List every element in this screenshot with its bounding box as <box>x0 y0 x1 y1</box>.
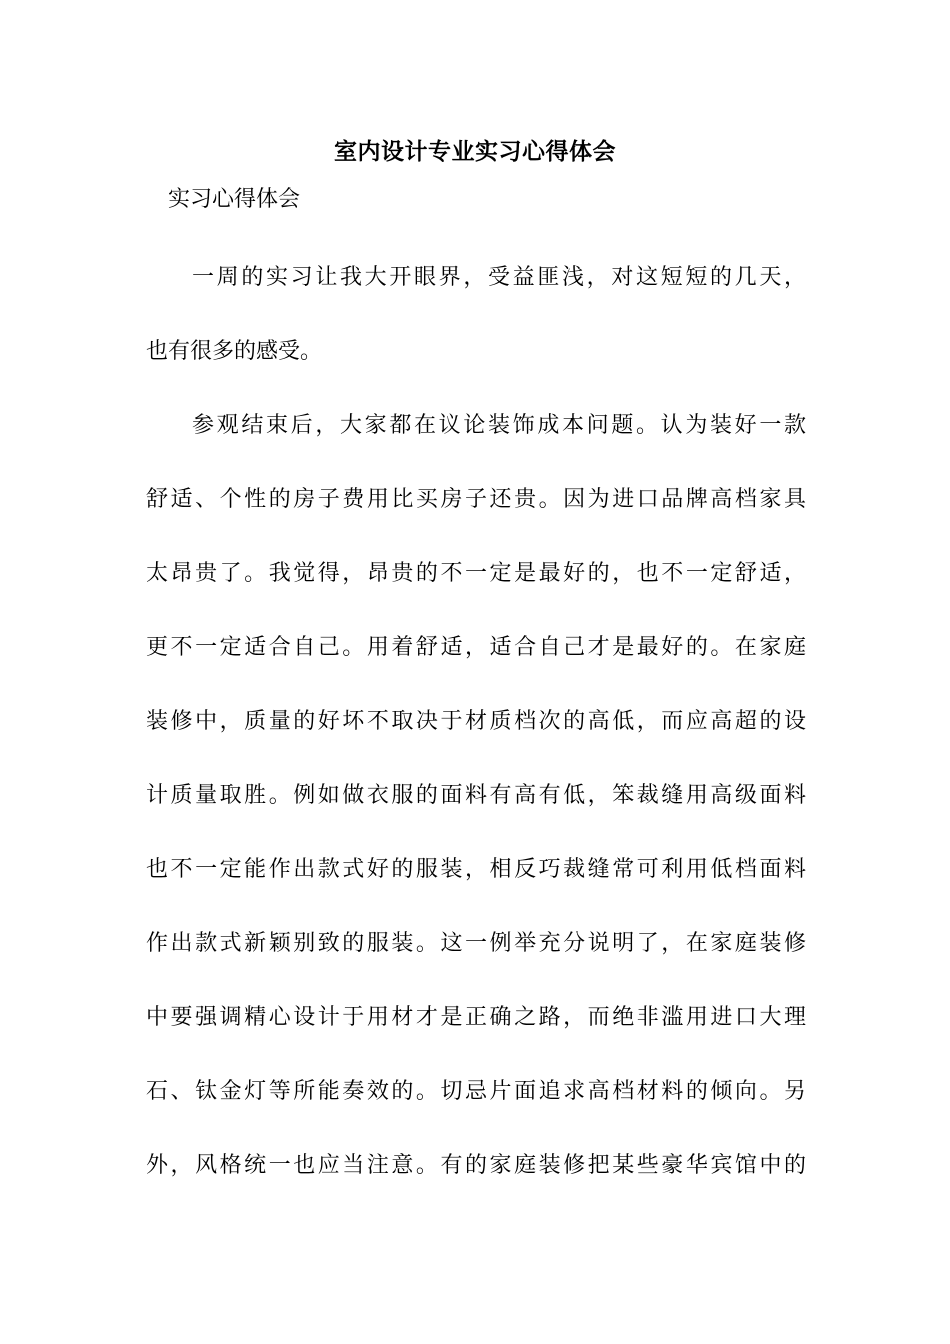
document-subtitle: 实习心得体会 <box>168 187 301 212</box>
paragraph-line: 外，风格统一也应当注意。有的家庭装修把某些豪华宾馆中的 <box>146 1153 806 1178</box>
paragraph-line: 也有很多的感受。 <box>146 339 323 364</box>
paragraph-line: 作出款式新颖别致的服装。这一例举充分说明了，在家庭装修 <box>146 931 806 956</box>
paragraph-line: 更不一定适合自己。用着舒适，适合自己才是最好的。在家庭 <box>146 635 806 660</box>
document-title: 室内设计专业实习心得体会 <box>334 138 616 165</box>
paragraph-line: 计质量取胜。例如做衣服的面料有高有低，笨裁缝用高级面料 <box>146 783 806 808</box>
paragraph-line: 参观结束后，大家都在议论装饰成本问题。认为装好一款 <box>192 413 806 438</box>
paragraph-line: 中要强调精心设计于用材才是正确之路，而绝非滥用进口大理 <box>146 1005 806 1030</box>
paragraph-line: 装修中，质量的好坏不取决于材质档次的高低，而应高超的设 <box>146 709 806 734</box>
paragraph-line: 石、钛金灯等所能奏效的。切忌片面追求高档材料的倾向。另 <box>146 1079 806 1104</box>
paragraph-line: 舒适、个性的房子费用比买房子还贵。因为进口品牌高档家具 <box>146 487 806 512</box>
paragraph-line: 也不一定能作出款式好的服装，相反巧裁缝常可利用低档面料 <box>146 857 806 882</box>
paragraph-line: 一周的实习让我大开眼界，受益匪浅，对这短短的几天， <box>192 265 806 290</box>
paragraph-line: 太昂贵了。我觉得，昂贵的不一定是最好的，也不一定舒适， <box>146 561 806 586</box>
